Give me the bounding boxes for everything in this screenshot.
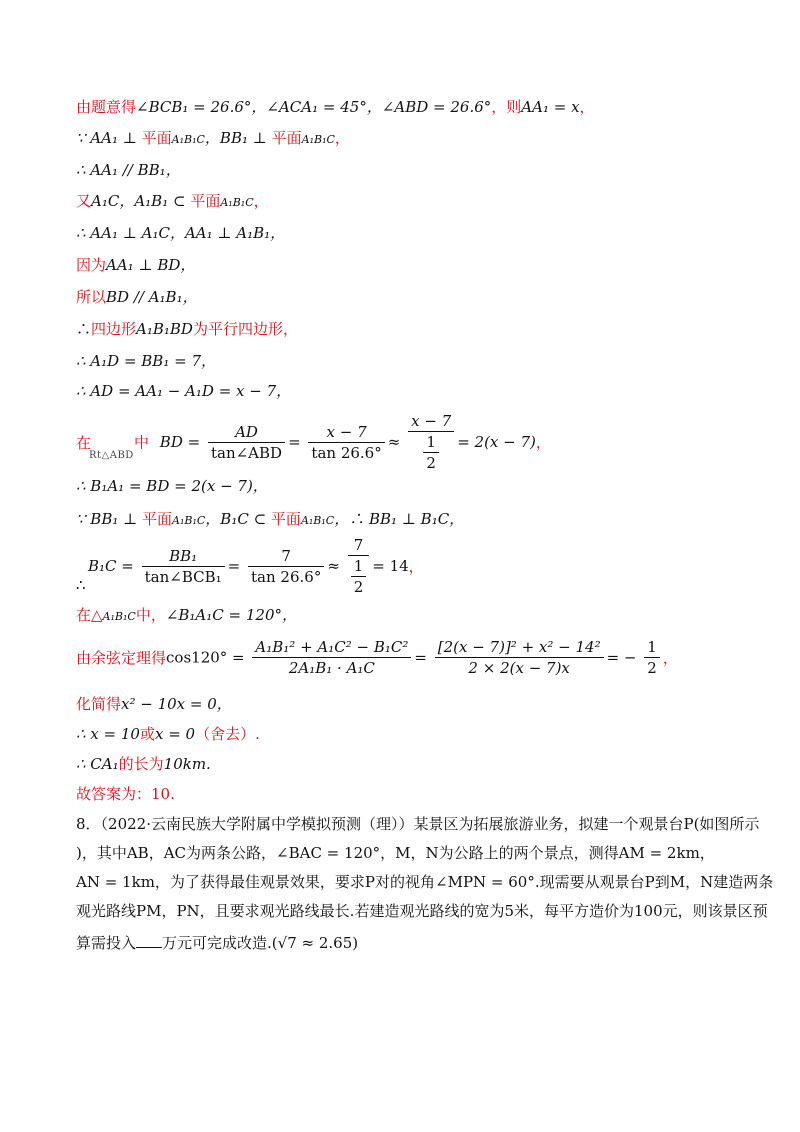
question-8-line-4: 观光路线PM，PN，且要求观光路线最长.若建造观光路线的宽为5米，每平方造价为100元，则该景区预 xyxy=(76,902,768,920)
solution-line-1: 由题意得∠BCB₁ = 26.6°，∠ACA₁ = 45°，∠ABD = 26.6°，则AA₁ = x， xyxy=(76,98,595,116)
fraction-x7-over-half: $\frac{x - 7}{\frac{1}{2}}$ xyxy=(408,412,454,472)
fraction-7-over-tan: $\frac{7}{\tan 26.6^\circ}$ xyxy=(248,547,324,586)
solution-line-15: 在△A₁B₁C中，∠B₁A₁C = 120°， xyxy=(76,606,297,624)
fraction-bb1-over-tan: $\frac{\text{BB₁}}{\text{tan∠BCB₁}}$ xyxy=(142,547,225,586)
solution-line-17: 化简得x² − 10x = 0， xyxy=(76,695,232,713)
therefore-mark: ∴ xyxy=(76,576,86,594)
solution-line-10: ∴ AD = AA₁ − A₁D = x − 7， xyxy=(76,382,292,400)
rt-triangle-caption: Rt△ABD xyxy=(89,450,134,461)
solution-line-5: ∴ AA₁ ⊥ A₁C，AA₁ ⊥ A₁B₁， xyxy=(76,224,286,242)
solution-line-14: B₁C = $\frac{\text{BB₁}}{\text{tan∠BCB₁}}$ = $\frac{7}{\tan 26.6^\circ}$ ≈ $\frac{7}{\frac{1}{2}}$ = 14， xyxy=(88,536,424,596)
question-8-line-1: 8．（2022·云南民族大学附属中学模拟预测（理））某景区为拓展旅游业务，拟建一个观景台P(如图所示 xyxy=(76,815,760,833)
solution-line-4: 又A₁C，A₁B₁ ⊂ 平面A₁B₁C， xyxy=(76,192,269,210)
solution-line-19: ∴ CA₁的长为10km. xyxy=(76,755,211,773)
answer-line: 故答案为：10. xyxy=(76,785,175,803)
fraction-cosine-substituted: $\frac{\text{[2(x − 7)]² + x² − 14²}}{2 \times 2(x - 7)x}$ xyxy=(435,638,604,677)
solution-line-2: ∵ AA₁ ⊥ 平面A₁B₁C，BB₁ ⊥ 平面A₁B₁C， xyxy=(76,129,350,147)
solution-line-3: ∴ AA₁ // BB₁， xyxy=(76,161,181,179)
solution-line-18: ∴ x = 10或x = 0（舍去）. xyxy=(76,725,260,743)
solution-line-8: ∴四边形A₁B₁BD为平行四边形， xyxy=(76,320,298,338)
question-8-line-2: )，其中AB，AC为两条公路，∠BAC = 120°，M，N为公路上的两个景点，测得AM = 2km， xyxy=(76,844,715,862)
fraction-7-over-half: $\frac{7}{\frac{1}{2}}$ xyxy=(348,536,370,596)
answer-blank xyxy=(136,933,162,948)
solution-line-7: 所以BD // A₁B₁， xyxy=(76,288,198,306)
solution-line-16: 由余弦定理得cos120° = $\frac{\text{A₁B₁² + A₁C² − B₁C²}}{\text{2A₁B₁ · A₁C}}$ = $\frac{\text{[2(x − 7)]² + x² − 14²}}{2 \times 2(x - 7)x}$ = − $\frac{1}{2}$ ， xyxy=(76,638,678,677)
fraction-ad-over-tan: $\frac{AD}{\text{tan∠ABD}}$ xyxy=(208,423,285,462)
solution-line-13: ∵ BB₁ ⊥ 平面A₁B₁C，B₁C ⊂ 平面A₁B₁C，∴ BB₁ ⊥ B₁C， xyxy=(76,510,465,528)
solution-line-6: 因为AA₁ ⊥ BD， xyxy=(76,256,196,274)
solution-line-12: ∴ B₁A₁ = BD = 2(x − 7)， xyxy=(76,477,268,495)
question-8-line-3: AN = 1km，为了获得最佳观景效果，要求P对的视角∠MPN = 60°.现需要从观景台P到M，N建造两条 xyxy=(76,873,774,891)
fraction-x7-over-tan: $\frac{x - 7}{\tan 26.6^\circ}$ xyxy=(308,423,384,462)
question-8-line-5: 算需投入 万元可完成改造.(√7 ≈ 2.65) xyxy=(76,934,359,952)
solution-line-11: 在 中 BD = $\frac{AD}{\text{tan∠ABD}}$ = $\frac{x - 7}{\tan 26.6^\circ}$ ≈ $\frac{x - 7}{\frac{1}{2}}$ = 2(x − 7)， xyxy=(76,412,551,472)
fraction-cosine-law: $\frac{\text{A₁B₁² + A₁C² − B₁C²}}{\text{2A₁B₁ · A₁C}}$ xyxy=(252,638,411,677)
fraction-one-half: $\frac{1}{2}$ xyxy=(644,638,660,677)
solution-line-9: ∴ A₁D = BB₁ = 7， xyxy=(76,352,216,370)
